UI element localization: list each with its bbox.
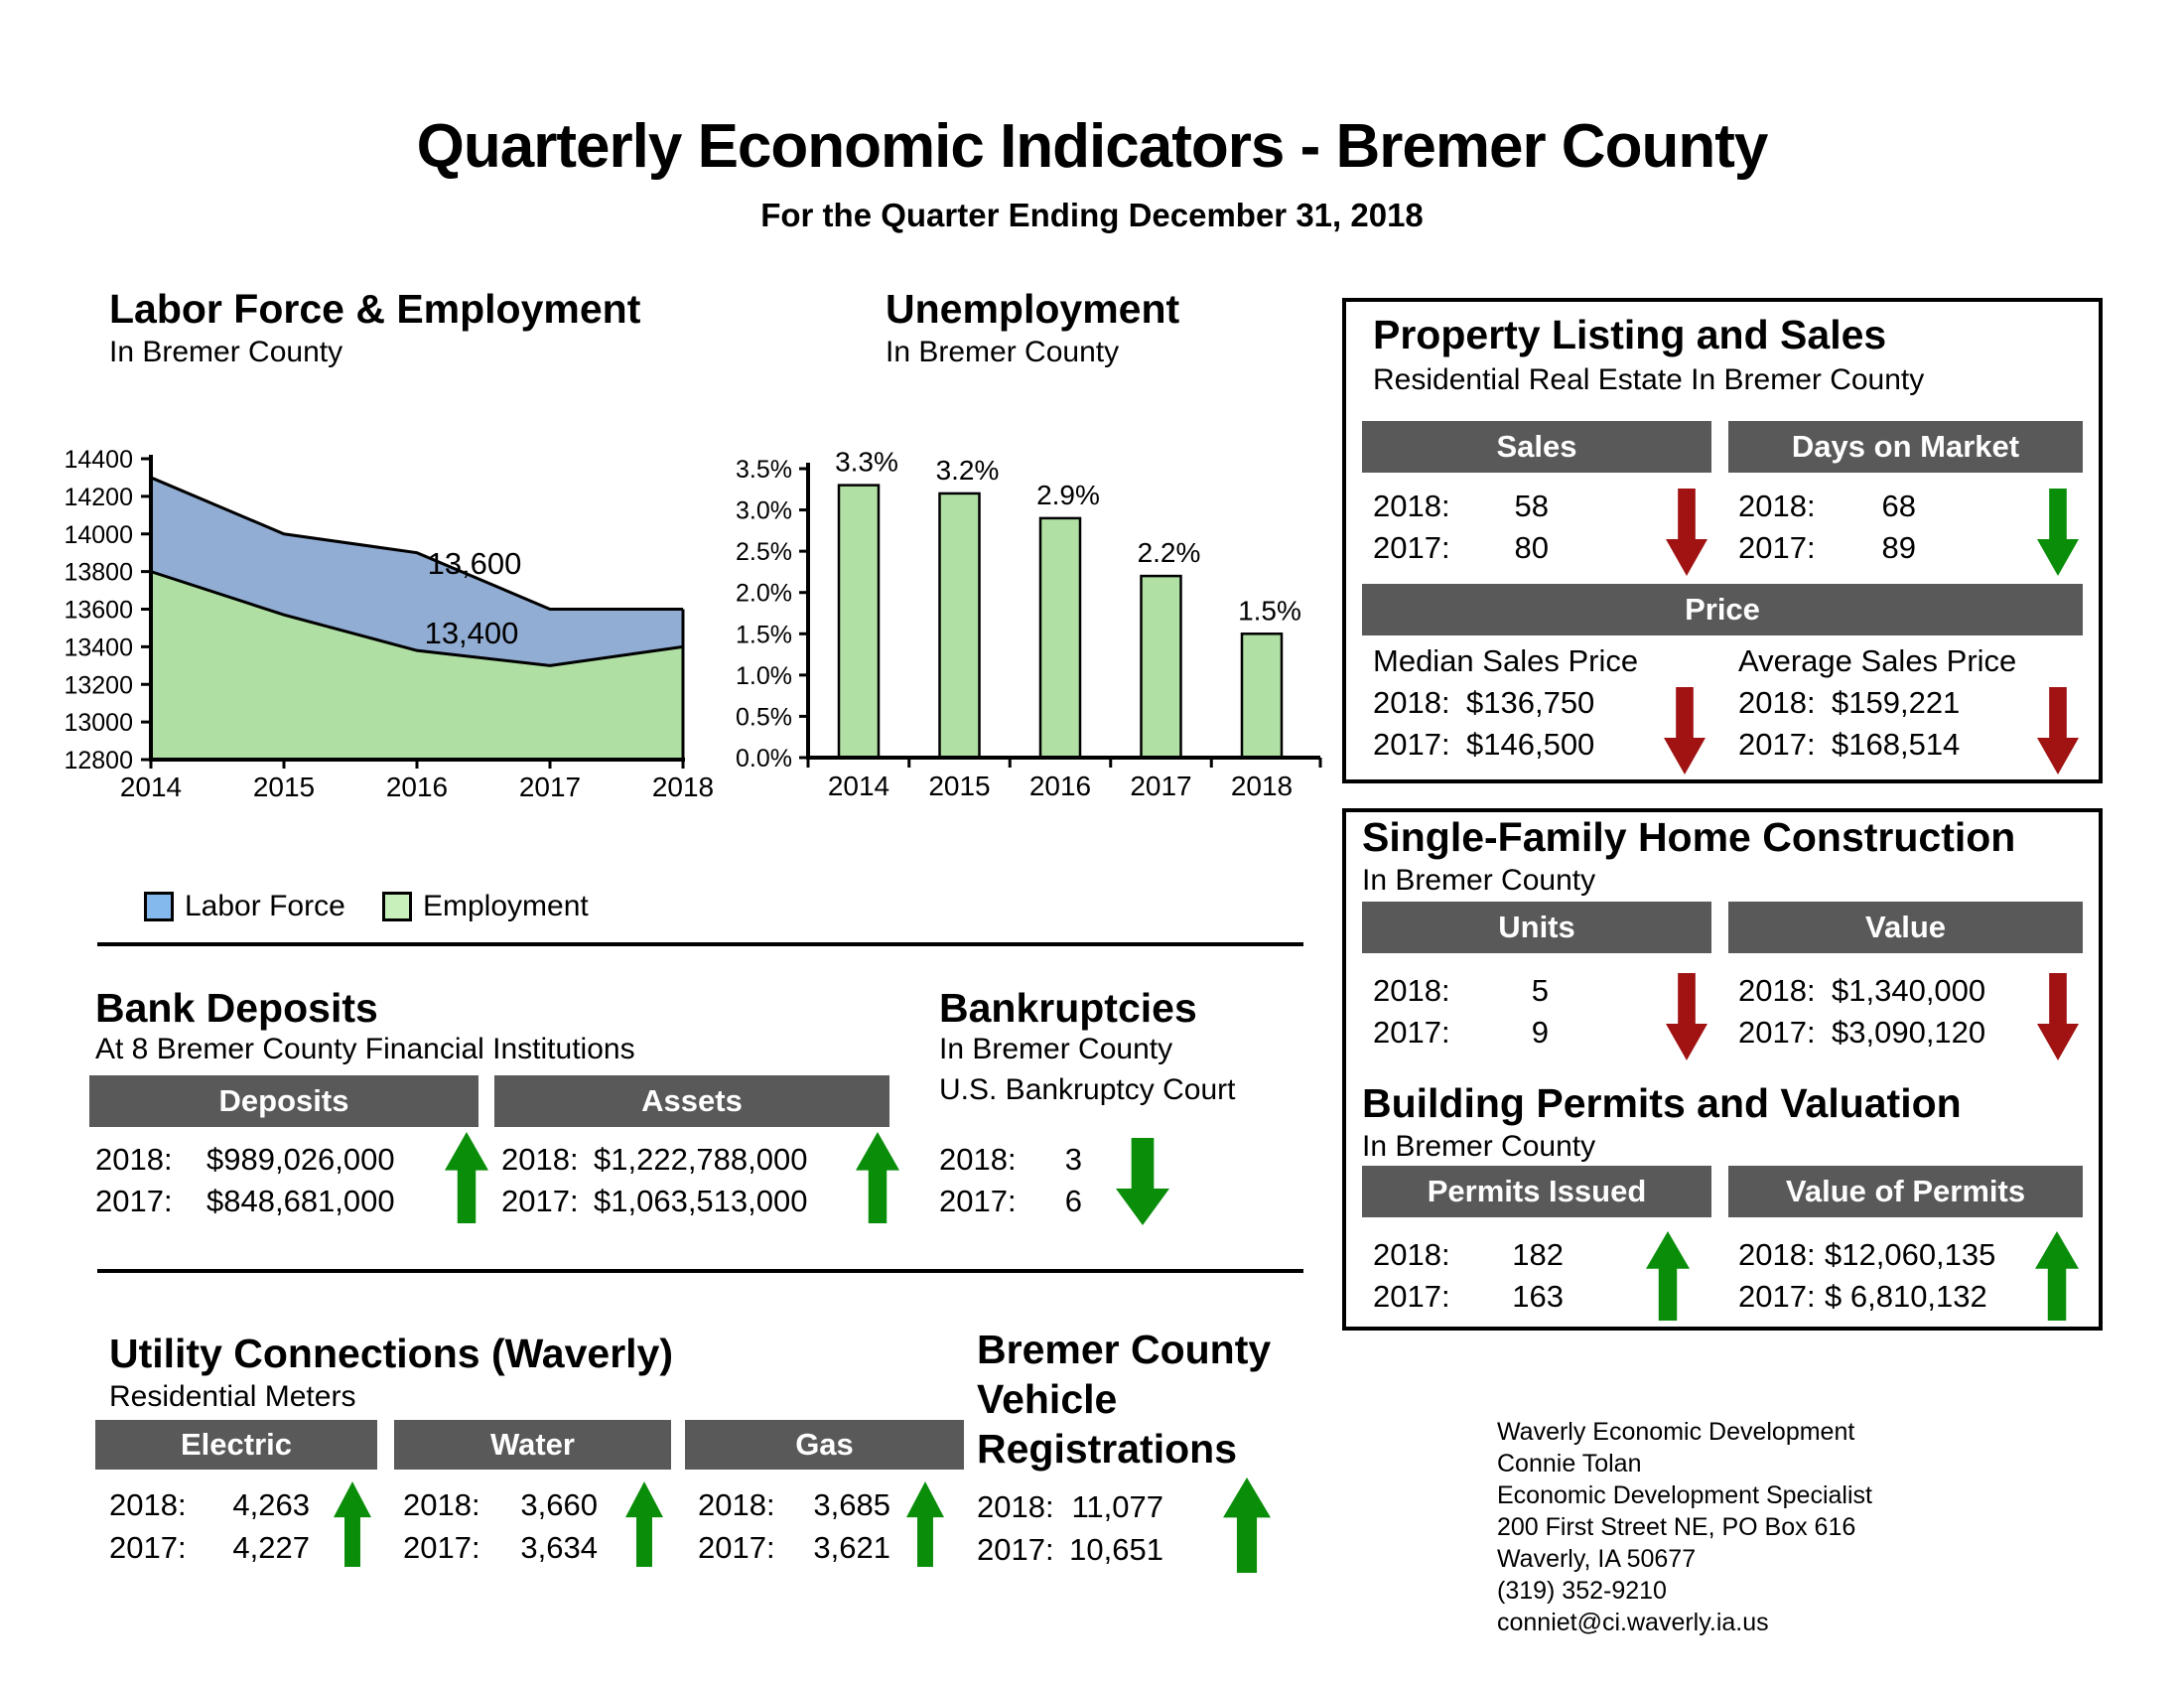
unemployment-chart-subheading: In Bremer County: [886, 336, 1120, 368]
divider-bottom: [97, 1269, 1303, 1273]
contact-title: Economic Development Specialist: [1497, 1481, 1872, 1509]
permits-2018-value: 182: [1512, 1237, 1564, 1272]
vehicles-2018-year: 2018:: [977, 1489, 1054, 1524]
svg-text:2015: 2015: [252, 772, 316, 802]
contact-phone: (319) 352-9210: [1497, 1577, 1667, 1605]
svg-text:1.0%: 1.0%: [736, 661, 792, 690]
svg-text:14400: 14400: [64, 446, 133, 474]
svg-text:14000: 14000: [64, 520, 133, 549]
contact-org: Waverly Economic Development: [1497, 1418, 1855, 1446]
assets-2017-year: 2017:: [501, 1184, 579, 1218]
deposits-header-label: Deposits: [218, 1083, 349, 1118]
days-on-market-header-label: Days on Market: [1791, 429, 2020, 464]
deposits-column-header: [89, 1075, 478, 1127]
vehicles-2017-value: 10,651: [1069, 1532, 1163, 1567]
utilities-heading: Utility Connections (Waverly): [109, 1331, 673, 1376]
gas-2017-value: 3,621: [813, 1530, 890, 1565]
bankruptcies-subheading-2: U.S. Bankruptcy Court: [939, 1073, 1236, 1106]
water-header-label: Water: [490, 1427, 575, 1462]
labor-chart-subheading: In Bremer County: [109, 336, 343, 368]
contact-street: 200 First Street NE, PO Box 616: [1497, 1513, 1856, 1541]
labor-force-employment-chart: [60, 427, 735, 819]
bankruptcies-2018-value: 3: [1064, 1142, 1082, 1177]
electric-2018-value: 4,263: [232, 1487, 310, 1522]
svg-text:2.2%: 2.2%: [1137, 537, 1201, 569]
value-of-permits-column-header: [1728, 1166, 2083, 1217]
construction-value-2018-year: 2018:: [1738, 973, 1816, 1008]
permits-value-2018-year: 2018:: [1738, 1237, 1816, 1272]
contact-name: Connie Tolan: [1497, 1450, 1642, 1477]
permits-value-2018-value: $12,060,135: [1825, 1237, 1996, 1272]
units-2018-year: 2018:: [1373, 973, 1450, 1008]
svg-text:13000: 13000: [64, 709, 133, 738]
employment-legend-label: Employment: [423, 890, 589, 922]
construction-subheading: In Bremer County: [1362, 864, 1596, 897]
gas-2018-value: 3,685: [813, 1487, 890, 1522]
days-2017-year: 2017:: [1738, 530, 1816, 565]
assets-column-header: [494, 1075, 889, 1127]
svg-text:3.3%: 3.3%: [835, 446, 898, 478]
assets-2017-value: $1,063,513,000: [594, 1184, 808, 1218]
permits-2018-year: 2018:: [1373, 1237, 1450, 1272]
svg-text:2.5%: 2.5%: [736, 538, 792, 567]
property-heading: Property Listing and Sales: [1373, 312, 1887, 357]
average-2017-year: 2017:: [1738, 727, 1816, 762]
average-2018-year: 2018:: [1738, 685, 1816, 720]
gas-trend-arrow: [906, 1481, 944, 1567]
electric-2017-year: 2017:: [109, 1530, 187, 1565]
svg-text:3.5%: 3.5%: [736, 456, 792, 484]
svg-text:2016: 2016: [1028, 771, 1092, 801]
gas-column-header: [685, 1420, 964, 1470]
svg-text:2016: 2016: [385, 772, 449, 802]
permits-heading: Building Permits and Valuation: [1362, 1080, 1962, 1126]
sales-2018-value: 58: [1514, 489, 1549, 523]
svg-text:12800: 12800: [64, 747, 133, 774]
contact-city: Waverly, IA 50677: [1497, 1545, 1697, 1573]
svg-text:1.5%: 1.5%: [736, 621, 792, 649]
svg-text:2017: 2017: [518, 772, 582, 802]
median-2017-year: 2017:: [1373, 727, 1450, 762]
svg-text:14200: 14200: [64, 483, 133, 511]
price-header: [1362, 584, 2083, 635]
construction-value-2018-value: $1,340,000: [1832, 973, 1986, 1008]
permits-2017-value: 163: [1512, 1279, 1564, 1314]
svg-text:2014: 2014: [119, 772, 183, 802]
svg-text:2017: 2017: [1130, 771, 1192, 801]
deposits-2018-year: 2018:: [95, 1142, 173, 1177]
permits-value-2017-value: $ 6,810,132: [1825, 1279, 1987, 1314]
average-2018-value: $159,221: [1832, 685, 1961, 720]
sales-2017-value: 80: [1514, 530, 1549, 565]
permits-value-2017-year: 2017:: [1738, 1279, 1816, 1314]
vehicles-2017-year: 2017:: [977, 1532, 1054, 1567]
assets-2018-year: 2018:: [501, 1142, 579, 1177]
property-subheading: Residential Real Estate In Bremer County: [1373, 363, 1925, 396]
vehicles-heading-line-3: Registrations: [977, 1426, 1237, 1472]
svg-text:3.0%: 3.0%: [736, 496, 792, 525]
units-2017-value: 9: [1531, 1015, 1549, 1050]
bank-deposits-heading: Bank Deposits: [95, 985, 378, 1031]
vehicles-heading-line-1: Bremer County: [977, 1327, 1272, 1372]
permits-2017-year: 2017:: [1373, 1279, 1450, 1314]
median-2017-value: $146,500: [1466, 727, 1595, 762]
water-2018-value: 3,660: [520, 1487, 598, 1522]
vehicles-heading-line-2: Vehicle: [977, 1376, 1118, 1422]
svg-text:2018: 2018: [651, 772, 715, 802]
labor-force-legend-swatch: [144, 892, 174, 921]
svg-text:2014: 2014: [827, 771, 890, 801]
employment-legend-swatch: [382, 892, 412, 921]
deposits-2018-value: $989,026,000: [206, 1142, 395, 1177]
electric-2017-value: 4,227: [232, 1530, 310, 1565]
gas-2017-year: 2017:: [698, 1530, 775, 1565]
construction-value-2017-year: 2017:: [1738, 1015, 1816, 1050]
labor-force-legend-label: Labor Force: [185, 890, 345, 922]
bankruptcies-2017-value: 6: [1064, 1184, 1082, 1218]
units-header-label: Units: [1498, 910, 1575, 944]
svg-text:2.9%: 2.9%: [1036, 479, 1100, 510]
electric-column-header: [95, 1420, 377, 1470]
units-column-header: [1362, 902, 1711, 953]
contact-email: conniet@ci.waverly.ia.us: [1497, 1609, 1769, 1636]
days-on-market-column-header: [1728, 421, 2083, 473]
water-column-header: [394, 1420, 671, 1470]
svg-text:13400: 13400: [64, 633, 133, 662]
units-2017-year: 2017:: [1373, 1015, 1450, 1050]
price-header-label: Price: [1685, 592, 1760, 627]
gas-2018-year: 2018:: [698, 1487, 775, 1522]
svg-text:13,400: 13,400: [424, 616, 519, 650]
svg-text:13,600: 13,600: [427, 546, 522, 581]
assets-trend-arrow: [856, 1132, 899, 1223]
days-2017-value: 89: [1881, 530, 1916, 565]
sales-2018-year: 2018:: [1373, 489, 1450, 523]
median-2018-value: $136,750: [1466, 685, 1595, 720]
electric-trend-arrow: [334, 1481, 371, 1567]
vehicles-2018-value: 11,077: [1071, 1489, 1163, 1524]
vehicles-trend-arrow: [1223, 1477, 1271, 1573]
water-trend-arrow: [625, 1481, 663, 1567]
svg-text:13200: 13200: [64, 671, 133, 700]
bankruptcies-2018-year: 2018:: [939, 1142, 1017, 1177]
value-column-header: [1728, 902, 2083, 953]
average-price-label: Average Sales Price: [1738, 643, 2017, 678]
bankruptcies-heading: Bankruptcies: [939, 985, 1197, 1031]
assets-2018-value: $1,222,788,000: [594, 1142, 808, 1177]
svg-text:2015: 2015: [928, 771, 991, 801]
deposits-2017-year: 2017:: [95, 1184, 173, 1218]
average-2017-value: $168,514: [1832, 727, 1961, 762]
bankruptcies-trend-arrow: [1116, 1138, 1169, 1225]
electric-header-label: Electric: [180, 1427, 292, 1462]
svg-text:0.0%: 0.0%: [736, 745, 792, 773]
unemployment-chart: [715, 427, 1350, 819]
bankruptcies-subheading-1: In Bremer County: [939, 1033, 1173, 1065]
deposits-2017-value: $848,681,000: [206, 1184, 395, 1218]
assets-header-label: Assets: [641, 1083, 743, 1118]
unemployment-chart-heading: Unemployment: [886, 286, 1180, 332]
water-2018-year: 2018:: [403, 1487, 480, 1522]
sales-2017-year: 2017:: [1373, 530, 1450, 565]
water-2017-value: 3,634: [520, 1530, 598, 1565]
svg-text:2.0%: 2.0%: [736, 579, 792, 608]
permits-issued-header-label: Permits Issued: [1427, 1174, 1647, 1208]
construction-heading: Single-Family Home Construction: [1362, 814, 2016, 860]
svg-text:0.5%: 0.5%: [736, 703, 792, 732]
permits-issued-column-header: [1362, 1166, 1711, 1217]
utilities-subheading: Residential Meters: [109, 1380, 356, 1413]
sales-column-header: [1362, 421, 1711, 473]
value-header-label: Value: [1865, 910, 1946, 944]
median-2018-year: 2018:: [1373, 685, 1450, 720]
page-subtitle: For the Quarter Ending December 31, 2018: [760, 197, 1424, 233]
labor-chart-heading: Labor Force & Employment: [109, 286, 641, 332]
electric-2018-year: 2018:: [109, 1487, 187, 1522]
svg-text:1.5%: 1.5%: [1238, 595, 1301, 627]
days-2018-year: 2018:: [1738, 489, 1816, 523]
median-price-label: Median Sales Price: [1373, 643, 1639, 678]
deposits-trend-arrow: [445, 1132, 488, 1223]
svg-text:13800: 13800: [64, 558, 133, 587]
page-title: Quarterly Economic Indicators - Bremer County: [416, 112, 1768, 181]
svg-text:3.2%: 3.2%: [935, 454, 1000, 486]
svg-text:13600: 13600: [64, 596, 133, 625]
value-of-permits-header-label: Value of Permits: [1785, 1174, 2026, 1208]
units-2018-value: 5: [1531, 973, 1549, 1008]
permits-subheading: In Bremer County: [1362, 1130, 1596, 1163]
bankruptcies-2017-year: 2017:: [939, 1184, 1017, 1218]
divider-top: [97, 942, 1303, 946]
days-2018-value: 68: [1881, 489, 1916, 523]
water-2017-year: 2017:: [403, 1530, 480, 1565]
construction-value-2017-value: $3,090,120: [1832, 1015, 1986, 1050]
bank-deposits-subheading: At 8 Bremer County Financial Institutions: [95, 1033, 635, 1065]
sales-header-label: Sales: [1496, 429, 1577, 464]
svg-text:2018: 2018: [1230, 771, 1294, 801]
gas-header-label: Gas: [795, 1427, 854, 1462]
